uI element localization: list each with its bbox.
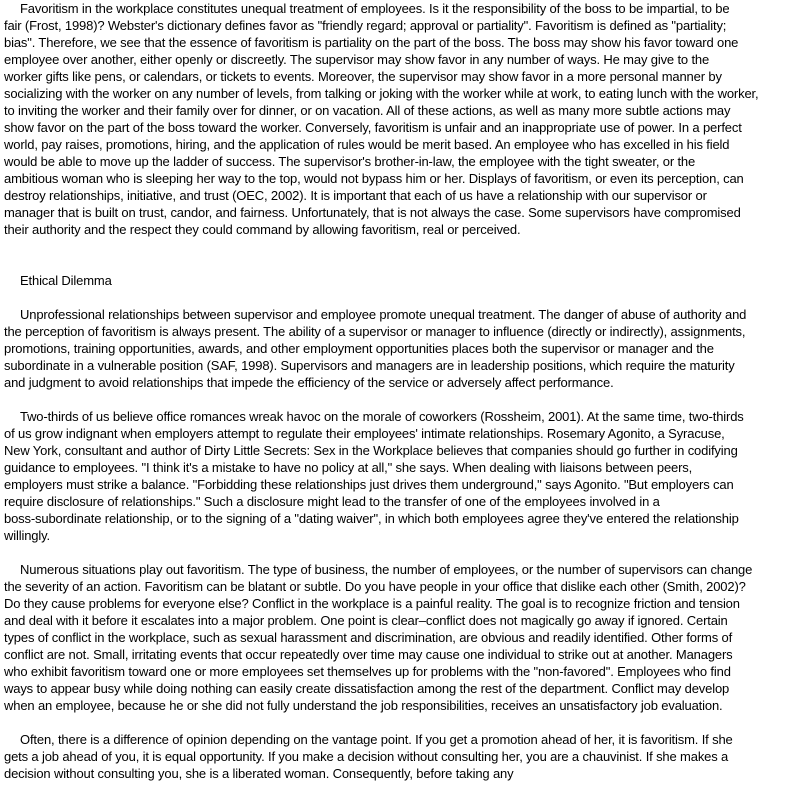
spacer: [4, 544, 800, 561]
text-line: employee over another, either openly or discreetly. The supervisor may show favor in any number of ways. He may give to the: [4, 52, 710, 67]
text-line: ways to appear busy while doing nothing can easily create dissatisfaction among the rest of the department. Conflict may develop: [4, 681, 730, 696]
text-line: decision without consulting you, she is a liberated woman. Consequently, before taking any: [4, 766, 514, 781]
paragraph-favoritism-intro: [4, 0, 800, 238]
section-heading: Ethical Dilemma: [20, 273, 112, 288]
text-line: gets a job ahead of you, it is equal opportunity. If you make a decision without consulting her, you are a chauvinist. If she makes a: [4, 749, 729, 764]
spacer: [4, 714, 800, 731]
text-line: Do they cause problems for everyone else? Conflict in the workplace is a painful reality. The goal is to recognize friction and tension: [4, 596, 740, 611]
text-line: socializing with the worker on any number of levels, from talking or joking with the worker while at work, to eating lunch with the worker,: [4, 86, 759, 101]
text-line: subordinate in a vulnerable position (SAF, 1998). Supervisors and managers are in leadership positions, which require the maturity: [4, 358, 735, 373]
document-body: [4, 0, 800, 782]
text-line: bias". Therefore, we see that the essence of favoritism is partiality on the part of the boss. The boss may show his favor toward one: [4, 35, 739, 50]
text-line: who exhibit favoritism toward one or more employees set themselves up for problems with the "non-favored". Employees who find: [4, 664, 731, 679]
text-line: Favoritism in the workplace constitutes unequal treatment of employees. Is it the responsibility of the boss to be impartial, to be: [20, 1, 730, 16]
paragraph-vantage-point: [4, 731, 800, 782]
text-line: types of conflict in the workplace, such as sexual harassment and discrimination, are obvious and readily identified. Other forms of: [4, 630, 733, 645]
text-line: their authority and the respect they could command by allowing favoritism, real or perceived.: [4, 222, 521, 237]
text-line: Two-thirds of us believe office romances wreak havoc on the morale of coworkers (Rossheim, 2001). At the same time, two-thirds: [20, 409, 744, 424]
text-line: of us grow indignant when employers attempt to regulate their employees' intimate relationships. Rosemary Agonito, a Syracuse,: [4, 426, 725, 441]
text-line: the severity of an action. Favoritism can be blatant or subtle. Do you have people in your office that dislike each other (Smith, 2002)?: [4, 579, 746, 594]
text-line: show favor on the part of the boss toward the worker. Conversely, favoritism is unfair and an inappropriate use of power. In a perfect: [4, 120, 742, 135]
text-line: when an employee, because he or she did not fully understand the job responsibilities, receives an unsatisfactory job evaluation.: [4, 698, 723, 713]
spacer: [4, 391, 800, 408]
text-line: guidance to employees. "I think it's a mistake to have no policy at all," she says. When dealing with liaisons between peers,: [4, 460, 693, 475]
text-line: require disclosure of relationships." Such a disclosure might lead to the transfer of one of the employees involved in a: [4, 494, 660, 509]
paragraph-unprofessional-relationships: [4, 306, 800, 391]
text-line: ambitious woman who is sleeping her way to the top, would not bypass him or her. Displays of favoritism, or even its perception, can: [4, 171, 744, 186]
paragraph-office-romances: [4, 408, 800, 544]
text-line: and deal with it before it escalates into a major problem. One point is clear–conflict does not magically go away if ignored. Certain: [4, 613, 728, 628]
text-line: and judgment to avoid relationships that impede the efficiency of the service or adversely affect performance.: [4, 375, 614, 390]
text-line: conflict are not. Small, irritating events that occur repeatedly over time may cause one individual to strike out at another. Managers: [4, 647, 733, 662]
text-line: boss-subordinate relationship, or to the signing of a "dating waiver", in which both employees agree they've entered the relationship: [4, 511, 739, 526]
spacer: [4, 238, 800, 272]
spacer: [4, 289, 800, 306]
text-line: manager that is built on trust, candor, and fairness. Unfortunately, that is not always the case. Some supervisors have compromised: [4, 205, 741, 220]
text-line: to inviting the worker and their family over for dinner, or on vacation. All of these actions, as well as many more subtle actions may: [4, 103, 731, 118]
text-line: fair (Frost, 1998)? Webster's dictionary defines favor as "friendly regard; approval or partiality". Favoritism is defined as "partiality;: [4, 18, 727, 33]
text-line: would be able to move up the ladder of success. The supervisor's brother-in-law, the employee with the tight sweater, or the: [4, 154, 696, 169]
text-line: promotions, training opportunities, awards, and other employment opportunities places both the supervisor or manager and the: [4, 341, 714, 356]
paragraph-numerous-situations: [4, 561, 800, 714]
text-line: Often, there is a difference of opinion depending on the vantage point. If you get a promotion ahead of her, it is favoritism. If she: [20, 732, 733, 747]
text-line: worker gifts like pens, or calendars, or tickets to events. Moreover, the supervisor may show favor in a more personal manner by: [4, 69, 722, 84]
text-line: employers must strike a balance. "Forbidding these relationships just drives them underground," says Agonito. "But employers can: [4, 477, 734, 492]
text-line: willingly.: [4, 528, 50, 543]
text-line: world, pay raises, promotions, hiring, and the application of rules would be merit based. An employee who has excelled in his field: [4, 137, 730, 152]
text-line: New York, consultant and author of Dirty Little Secrets: Sex in the Workplace believes that companies should go further in codifying: [4, 443, 738, 458]
text-line: Unprofessional relationships between supervisor and employee promote unequal treatment. The danger of abuse of authority and: [20, 307, 747, 322]
text-line: the perception of favoritism is always present. The ability of a supervisor or manager to influence (directly or indirectly), assignments,: [4, 324, 746, 339]
text-line: Numerous situations play out favoritism. The type of business, the number of employees, or the number of supervisors can change: [20, 562, 753, 577]
text-line: destroy relationships, initiative, and trust (OEC, 2002). It is important that each of us have a relationship with our supervisor or: [4, 188, 707, 203]
